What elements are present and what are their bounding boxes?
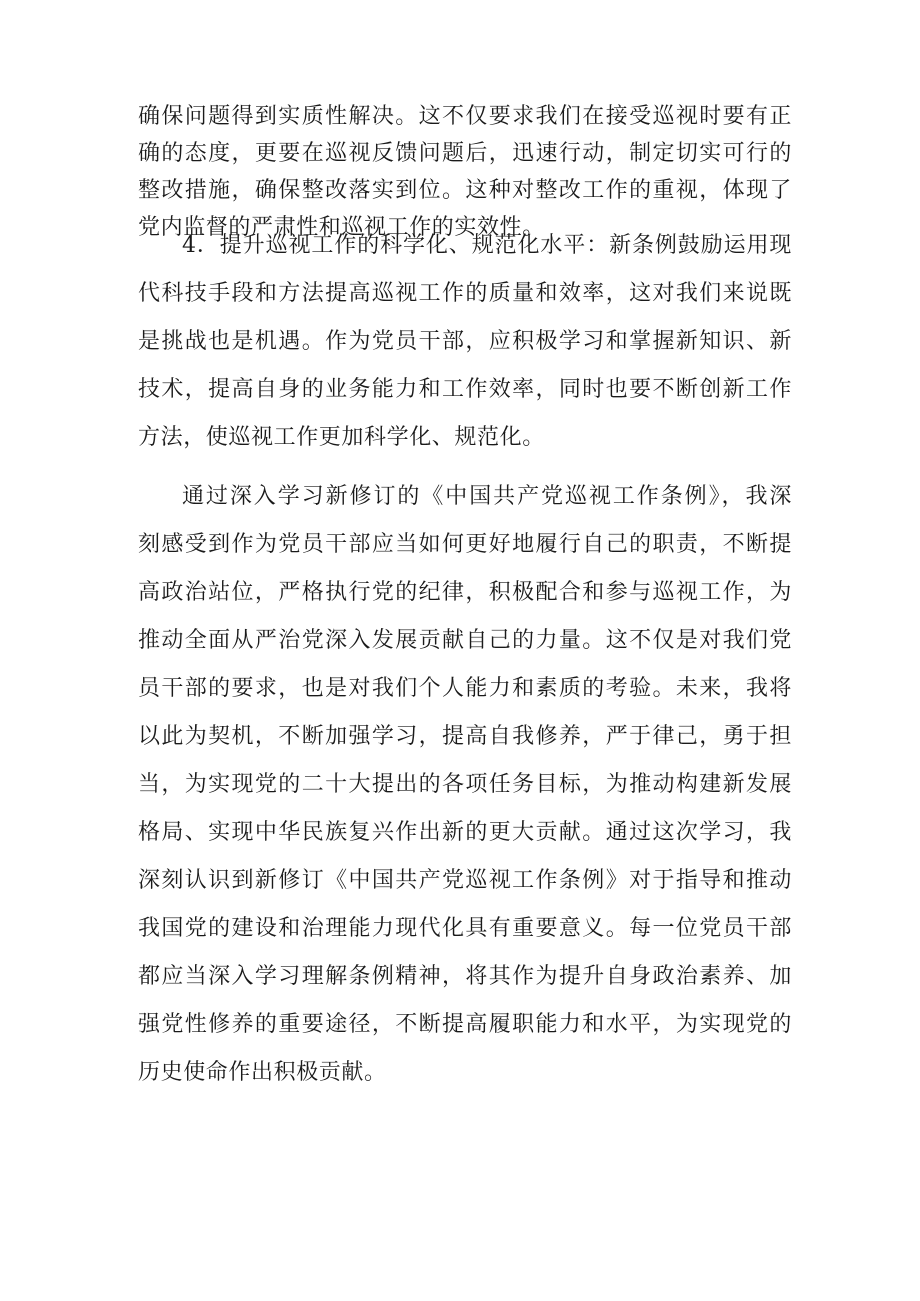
- text-line: 我国党的建设和治理能力现代化具有重要意义。每一位党员干部: [138, 916, 792, 941]
- text-line: 方法，使巡视工作更加科学化、规范化。: [138, 425, 545, 450]
- text-line: 深刻认识到新修订《中国共产党巡视工作条例》对于指导和推动: [138, 868, 792, 893]
- text-line: 确保问题得到实质性解决。这不仅要求我们在接受巡视时要有正: [138, 104, 792, 129]
- text-line: 推动全面从严治党深入发展贡献自己的力量。这不仅是对我们党: [138, 628, 792, 653]
- text-line: 员干部的要求，也是对我们个人能力和素质的考验。未来，我将: [138, 676, 792, 701]
- text-line: 以此为契机，不断加强学习，提高自我修养，严于律己，勇于担: [138, 724, 792, 749]
- text-line: 高政治站位，严格执行党的纪律，积极配合和参与巡视工作，为: [138, 580, 792, 605]
- text-line: 刻感受到作为党员干部应当如何更好地履行自己的职责，不断提: [138, 532, 792, 557]
- text-line: 历史使命作出积极贡献。: [138, 1060, 387, 1085]
- paragraph-point-4: [138, 222, 792, 462]
- text-line: 都应当深入学习理解条例精神，将其作为提升自身政治素养、加: [138, 964, 792, 989]
- paragraph-conclusion: [138, 473, 792, 1097]
- text-line: 确的态度，更要在巡视反馈问题后，迅速行动，制定切实可行的: [138, 141, 792, 166]
- text-line: 代科技手段和方法提高巡视工作的质量和效率，这对我们来说既: [138, 281, 792, 306]
- text-line: 格局、实现中华民族复兴作出新的更大贡献。通过这次学习，我: [138, 820, 792, 845]
- text-line: 党内监督的严肃性和巡视工作的实效性。: [138, 215, 545, 240]
- text-line: 当，为实现党的二十大提出的各项任务目标，为推动构建新发展: [138, 772, 792, 797]
- text-line: 强党性修养的重要途径，不断提高履职能力和水平，为实现党的: [138, 1012, 792, 1037]
- text-line: 4．提升巡视工作的科学化、规范化水平：新条例鼓励运用现: [182, 233, 792, 258]
- text-line: 整改措施，确保整改落实到位。这种对整改工作的重视，体现了: [138, 178, 792, 203]
- text-line: 技术，提高自身的业务能力和工作效率，同时也要不断创新工作: [138, 377, 792, 402]
- text-line: 是挑战也是机遇。作为党员干部，应积极学习和掌握新知识、新: [138, 329, 792, 354]
- text-line: 通过深入学习新修订的《中国共产党巡视工作条例》，我深: [182, 484, 792, 509]
